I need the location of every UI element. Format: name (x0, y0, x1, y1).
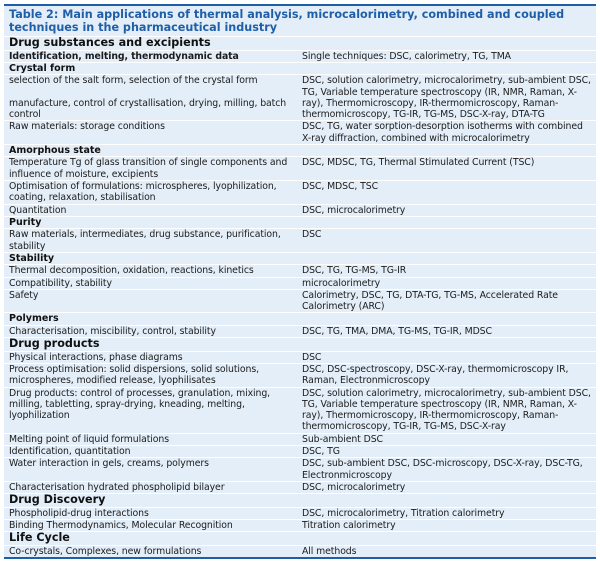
application-cell: Physical interactions, phase diagrams (9, 351, 183, 363)
technique-cell: DSC, sub-ambient DSC, DSC-microscopy, DSC-X-ray, DSC-TG, Electronmicroscopy (302, 458, 583, 481)
application-cell: Water interaction in gels, creams, polymers (9, 458, 209, 470)
table-row (4, 545, 596, 557)
application-cell: Thermal decomposition, oxidation, reactions, kinetics (9, 265, 254, 277)
table-body (4, 36, 596, 557)
table-row (4, 120, 596, 144)
application-cell: Phospholipid-drug interactions (9, 507, 149, 519)
table-row (4, 180, 596, 204)
application-cell: Melting point of liquid formulations (9, 433, 170, 445)
section-heading: Drug substances and excipients (4, 36, 596, 50)
table-row (4, 351, 596, 363)
subsection-heading: Crystal form (4, 62, 596, 74)
table-row (4, 433, 596, 445)
technique-cell: microcalorimetry (302, 277, 381, 289)
application-cell: Characterisation hydrated phospholipid bilayer (9, 481, 225, 493)
application-cell: selection of the salt form, selection of the crystal form manufacture, control of crystallisation, drying, milling, batch control (9, 75, 287, 121)
technique-cell: DSC, solution calorimetry, microcalorimetry, sub-ambient DSC, TG, Variable temperature spectroscopy (IR, NMR, Raman, X-ray), Thermomicroscopy, IR-thermomicroscopy, Raman-thermomicroscopy, TG-IR, TG-MS, DSC-X-ray, DTA-TG (302, 75, 591, 121)
application-cell: Identification, quantitation (9, 446, 131, 458)
technique-cell: DSC, TG, TMA, DMA, TG-MS, TG-IR, MDSC (302, 325, 492, 337)
application-cell: Process optimisation: solid dispersions, solid solutions, microspheres, modified release, lyophilisates (9, 363, 259, 387)
table-row (4, 457, 596, 481)
table-row (4, 50, 596, 62)
application-cell: Compatibility, stability (9, 277, 112, 289)
technique-cell: Single techniques: DSC, calorimetry, TG, TMA (302, 50, 511, 62)
subsection-heading: Stability (4, 252, 596, 264)
application-cell: Characterisation, miscibility, control, stability (9, 325, 216, 337)
technique-cell: DSC (302, 351, 322, 363)
bottom-rule (4, 557, 596, 559)
technique-cell: DSC, TG, water sorption-desorption isotherms with combined X-ray diffraction, combined with microcalorimetry (302, 121, 583, 144)
technique-cell: DSC, MDSC, TSC (302, 180, 379, 192)
application-cell: Co-crystals, Complexes, new formulations (9, 545, 202, 557)
table-row (4, 289, 596, 313)
application-cell: Safety (9, 289, 39, 301)
technique-cell: DSC, microcalorimetry, Titration calorimetry (302, 507, 505, 519)
application-cell: Binding Thermodynamics, Molecular Recognition (9, 520, 233, 532)
application-cell: Raw materials, intermediates, drug substance, purification, stability (9, 229, 281, 252)
application-cell: Temperature Tg of glass transition of single components and influence of moisture, excipients (9, 157, 288, 180)
technique-cell: Titration calorimetry (302, 520, 396, 532)
technique-cell: DSC, TG (302, 446, 340, 458)
table-row (4, 156, 596, 180)
technique-cell: DSC, MDSC, TG, Thermal Stimulated Current (TSC) (302, 157, 535, 169)
table-row (4, 363, 596, 387)
applications-table (4, 4, 596, 559)
table-row (4, 204, 596, 216)
subsection-heading: Purity (4, 216, 596, 228)
table-row (4, 228, 596, 252)
subsection-heading: Polymers (4, 312, 596, 324)
table-row (4, 387, 596, 433)
table-row (4, 507, 596, 519)
application-cell: Drug products: control of processes, granulation, mixing, milling, tabletting, spray-drying, kneading, melting, lyophilization (9, 387, 271, 422)
table-row (4, 519, 596, 531)
technique-cell: DSC, microcalorimetry (302, 481, 406, 493)
table-caption: Table 2: Main applications of thermal analysis, microcalorimetry, combined and coupled techniques in the pharmaceutical industry (9, 8, 565, 34)
technique-cell: Sub-ambient DSC (302, 433, 383, 445)
application-cell: Identification, melting, thermodynamic data (9, 50, 239, 62)
section-heading: Life Cycle (4, 531, 596, 545)
table-row (4, 74, 596, 120)
technique-cell: DSC, DSC-spectroscopy, DSC-X-ray, thermomicroscopy IR, Raman, Electronmicroscopy (302, 363, 569, 387)
table-row (4, 264, 596, 276)
technique-cell: DSC, TG, TG-MS, TG-IR (302, 265, 407, 277)
section-heading: Drug Discovery (4, 493, 596, 507)
section-heading: Drug products (4, 337, 596, 351)
technique-cell: DSC, solution calorimetry, microcalorimetry, sub-ambient DSC, TG, Variable temperature spectroscopy (IR, NMR, Raman, X-ray), Thermomicroscopy, IR-thermomicroscopy, Raman-thermomicroscopy, TG-IR, TG-MS, DSC-X-ray (302, 387, 591, 433)
technique-cell: DSC (302, 229, 322, 241)
subsection-heading: Amorphous state (4, 144, 596, 156)
table-row (4, 481, 596, 493)
table-row (4, 445, 596, 457)
application-cell: Quantitation (9, 204, 67, 216)
technique-cell: Calorimetry, DSC, TG, DTA-TG, TG-MS, Accelerated Rate Calorimetry (ARC) (302, 289, 558, 313)
table-row (4, 325, 596, 337)
application-cell: Optimisation of formulations: microspheres, lyophilization, coating, relaxation, stabilisation (9, 180, 277, 204)
technique-cell: All methods (302, 545, 357, 557)
application-cell: Raw materials: storage conditions (9, 121, 165, 133)
technique-cell: DSC, microcalorimetry (302, 204, 406, 216)
table-row (4, 277, 596, 289)
